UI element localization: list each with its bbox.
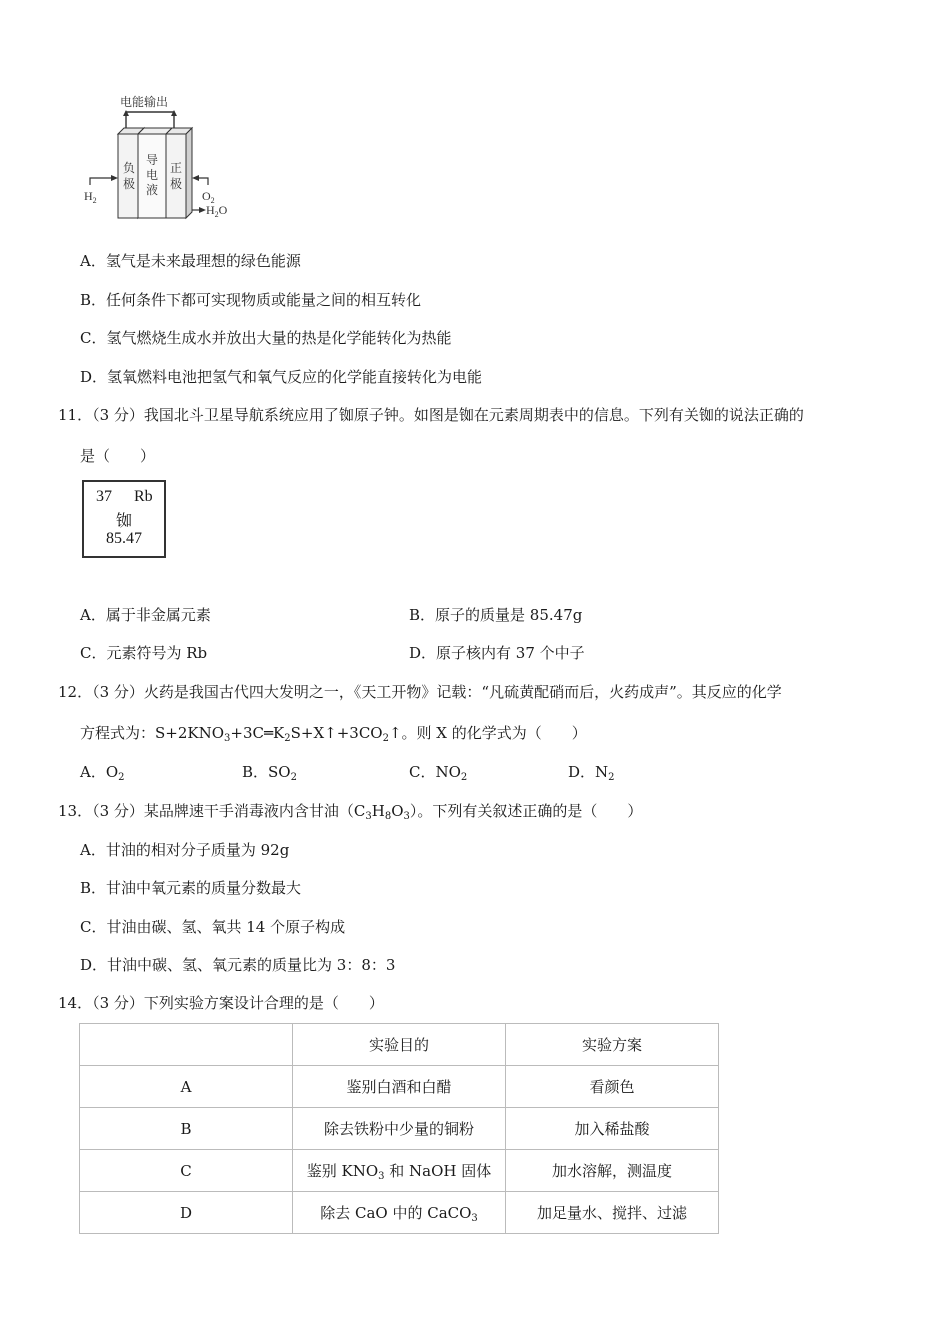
row-plan: 加足量水、搅拌、过滤 xyxy=(506,1192,719,1234)
q13-option-b: B．甘油中氧元素的质量分数最大 xyxy=(80,879,302,897)
q13-option-a: A．甘油的相对分子质量为 92g xyxy=(80,841,290,859)
h2o-o: O xyxy=(218,203,228,217)
row-purpose: 鉴别白酒和白醋 xyxy=(293,1066,506,1108)
table-row xyxy=(80,1066,719,1108)
svg-text:H2O xyxy=(206,203,228,219)
q11-stem-line2: 是（ ） xyxy=(80,447,156,465)
negative-label-2: 极 xyxy=(123,177,136,191)
row-label: C xyxy=(80,1150,293,1192)
row-plan: 看颜色 xyxy=(506,1066,719,1108)
q12-option-b: B．$SO_2$ xyxy=(242,763,297,783)
electrolyte-label-3: 液 xyxy=(146,183,159,197)
negative-label-1: 负 xyxy=(123,161,136,175)
row-plan: 加水溶解，测温度 xyxy=(506,1150,719,1192)
header-cell-blank xyxy=(80,1024,293,1066)
q13-stem: 13．（3 分）某品牌速干手消毒液内含甘油$(C_3H_8O_3)$。下列有关叙述正确的是（ ） xyxy=(58,802,643,822)
table-row xyxy=(80,1108,719,1150)
o2-label: O xyxy=(202,189,211,203)
experiment-table xyxy=(79,1023,719,1234)
q12-equation: 方程式为：$S+2KNO_3+3C═K_2S+X↑+3CO_2↑$。则 X 的化学式为（ ） xyxy=(80,724,587,744)
electrolyte-label-1: 导 xyxy=(146,153,159,167)
rubidium-element-card xyxy=(82,480,166,558)
q12-stem-line1: 12．（3 分）火药是我国古代四大发明之一，《天工开物》记载：“凡硫黄配硝而后，火药成声”。其反应的化学 xyxy=(58,683,782,701)
svg-text:H2 xyxy=(84,189,97,205)
q13-option-c: C．甘油由碳、氢、氧共 14 个原子构成 xyxy=(80,918,346,936)
row-purpose: 鉴别 $KNO_3$ 和 NaOH 固体 xyxy=(293,1150,506,1192)
positive-label-2: 极 xyxy=(170,177,183,191)
q13-option-d: D．甘油中碳、氢、氧元素的质量比为 3：8：3 xyxy=(80,956,396,974)
table-row xyxy=(80,1150,719,1192)
atomic-number: 37 xyxy=(96,488,112,505)
q10-option-a: A．氢气是未来最理想的绿色能源 xyxy=(80,252,301,270)
table-row xyxy=(80,1192,719,1234)
header-cell-purpose: 实验目的 xyxy=(293,1024,506,1066)
q11-stem-line1: 11．（3 分）我国北斗卫星导航系统应用了铷原子钟。如图是铷在元素周期表中的信息。下列有关铷的说法正确的 xyxy=(58,406,804,424)
header-cell-plan: 实验方案 xyxy=(506,1024,719,1066)
h2-sub: 2 xyxy=(92,196,97,205)
row-purpose: 除去 CaO 中的 CaCO$_3$ xyxy=(293,1192,506,1234)
q11-option-b: B．原子的质量是 85.47g xyxy=(409,606,583,624)
row-label: B xyxy=(80,1108,293,1150)
table-header-row xyxy=(80,1024,719,1066)
q14-stem: 14．（3 分）下列实验方案设计合理的是（ ） xyxy=(58,994,384,1012)
h2o-h: H xyxy=(206,203,215,217)
q12-option-c: C．$NO_2$ xyxy=(409,763,468,783)
element-name: 铷 xyxy=(115,513,132,530)
positive-label-1: 正 xyxy=(170,161,183,175)
electrolyte-label-2: 电 xyxy=(146,168,159,182)
atomic-mass: 85.47 xyxy=(106,530,142,547)
row-plan: 加入稀盐酸 xyxy=(506,1108,719,1150)
o2-sub: 2 xyxy=(210,196,215,205)
q11-option-d: D．原子核内有 37 个中子 xyxy=(409,644,585,662)
row-label: D xyxy=(80,1192,293,1234)
h2-label: H xyxy=(84,189,93,203)
element-symbol: Rb xyxy=(134,488,153,505)
h2o-sub: 2 xyxy=(214,210,219,219)
row-purpose: 除去铁粉中少量的铜粉 xyxy=(293,1108,506,1150)
q12-option-d: D．$N_2$ xyxy=(568,763,615,783)
diagram-top-label: 电能输出 xyxy=(120,95,169,109)
q12-option-a: A．$O_2$ xyxy=(80,763,125,783)
q11-option-c: C．元素符号为 Rb xyxy=(80,644,208,662)
fuel-cell-diagram xyxy=(80,92,230,227)
q11-option-a: A．属于非金属元素 xyxy=(80,606,211,624)
row-label: A xyxy=(80,1066,293,1108)
q10-option-d: D．氢氧燃料电池把氢气和氧气反应的化学能直接转化为电能 xyxy=(80,368,483,386)
q10-option-c: C．氢气燃烧生成水并放出大量的热是化学能转化为热能 xyxy=(80,329,452,347)
q10-option-b: B．任何条件下都可实现物质或能量之间的相互转化 xyxy=(80,291,422,309)
